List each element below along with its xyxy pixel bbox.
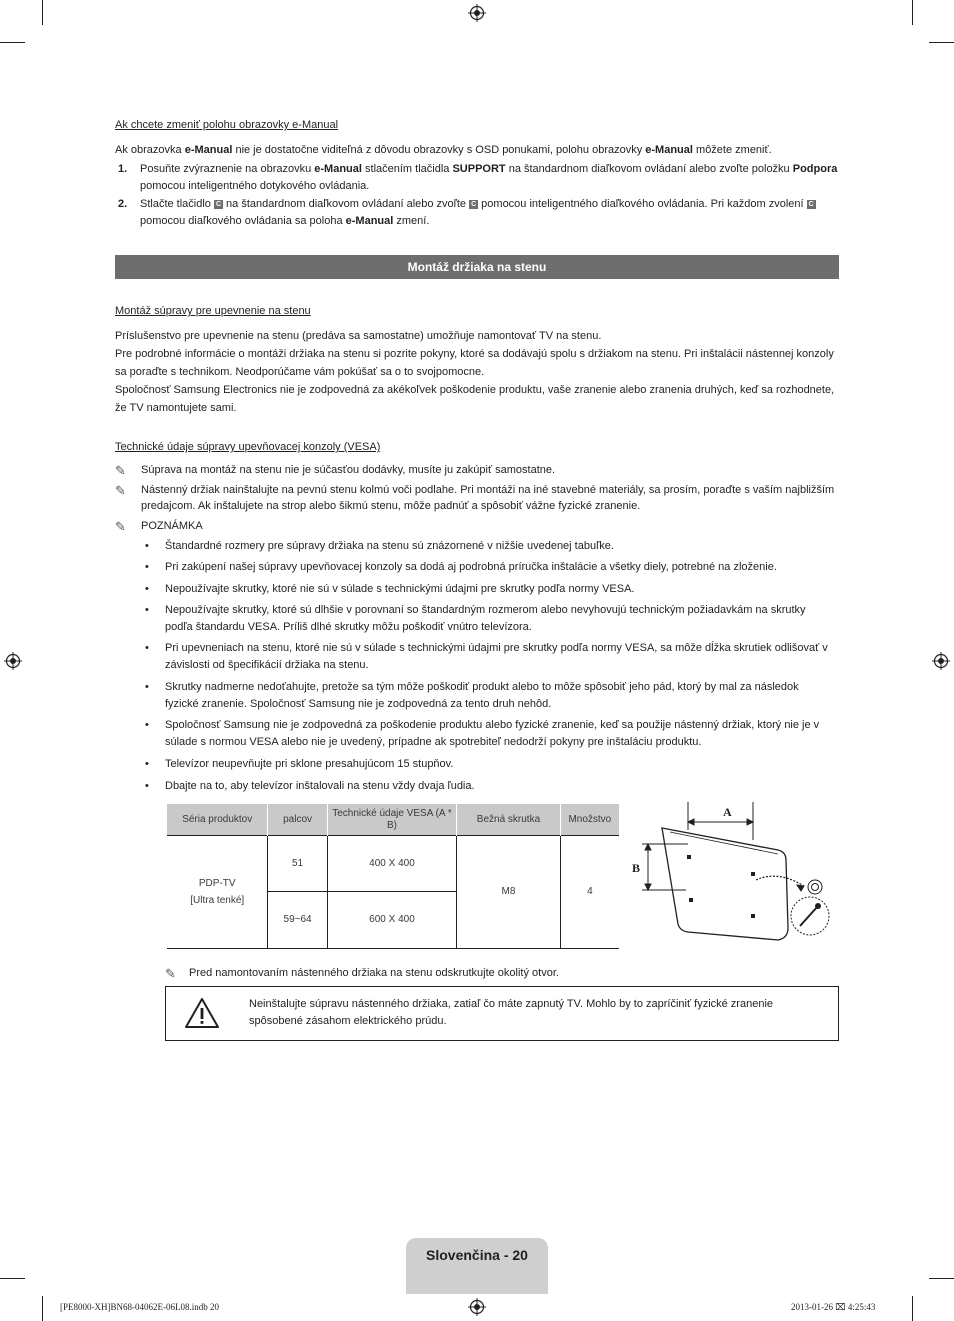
step-text: Stlačte tlačidlo C na štandardnom diaľkovom ovládaní alebo zvoľte C pomocou inteligentného diaľkového ovládania. Pri každom zvolení C pomocou diaľkového ovládania sa poloha e-Manual zmení. <box>140 198 814 227</box>
note-pencil-icon: ✎ <box>165 966 176 981</box>
registration-mark-icon <box>468 1298 486 1316</box>
page-number-tab: Slovenčina - 20 <box>406 1238 548 1294</box>
warning-text: Neinštalujte súpravu nástenného držiaka, zatiaľ čo máte zapnutý TV. Mohlo by to zapríčiniť fyzické zranenie spôsobené zásahom elektrického prúdu. <box>249 998 774 1027</box>
warning-box <box>165 986 839 1041</box>
crop-mark <box>912 1296 913 1321</box>
c-button-icon: C <box>808 200 814 208</box>
paragraph: Príslušenstvo pre upevnenie na stenu (predáva sa samostatne) umožňuje namontovať TV na stenu. <box>115 330 602 342</box>
emanual-intro: Ak obrazovka e-Manual nie je dostatočne viditeľná z dôvodu obrazovky s OSD ponukami, polohu obrazovky e-Manual môžete zmeniť. <box>115 144 772 156</box>
bullet-icon: • <box>145 780 149 792</box>
note-pencil-icon: ✎ <box>115 519 126 534</box>
step-number: 1. <box>118 163 128 175</box>
screw-detail-icon <box>791 880 829 935</box>
bullet-icon: • <box>145 758 149 770</box>
quantity-cell: 4 <box>560 836 619 949</box>
screw-hole <box>751 914 755 918</box>
table-header-cell: Technické údaje VESA (A * B) <box>327 804 457 836</box>
paragraph: Pre podrobné informácie o montáži držiaka na stenu si pozrite pokyny, ktoré sa dodávajú spolu s držiakom na stenu. Pri inštalácii nástennej konzoly sa poraďte s technikom. Neodporúčame vám pokúšať sa o to svojpomocne. <box>115 348 834 378</box>
warning-triangle-icon <box>184 997 220 1029</box>
bullet-icon: • <box>145 719 149 731</box>
tv-wall-mount-diagram <box>628 800 840 950</box>
inches-cell: 59~64 <box>268 892 327 949</box>
crop-mark <box>0 1278 25 1279</box>
print-slug-right: 2013-01-26 ⌧ 4:25:43 <box>791 1302 876 1312</box>
bullet-icon: • <box>145 642 149 654</box>
table-header-cell: Séria produktov <box>167 804 268 836</box>
product-series-cell: PDP-TV [Ultra tenké] <box>167 836 268 949</box>
bullet-icon: • <box>145 561 149 573</box>
bullet-icon: • <box>145 681 149 693</box>
crop-mark <box>929 1278 954 1279</box>
section-title-bar: Montáž držiaka na stenu <box>115 255 839 279</box>
table-header-cell: palcov <box>268 804 327 836</box>
registration-mark-icon <box>468 4 486 22</box>
vesa-cell: 600 X 400 <box>327 892 457 949</box>
bullet-icon: • <box>145 604 149 616</box>
note-pencil-icon: ✎ <box>115 463 126 478</box>
step-text: Posuňte zvýraznenie na obrazovku e-Manual stlačením tlačidla SUPPORT na štandardnom diaľkovom ovládaní alebo zvoľte položku Podpora pomocou inteligentného dotykového ovládania. <box>140 163 838 192</box>
note-pencil-icon: ✎ <box>115 483 126 498</box>
bullet-icon: • <box>145 583 149 595</box>
screw-hole <box>751 872 755 876</box>
crop-mark <box>929 42 954 43</box>
inches-cell: 51 <box>268 836 327 892</box>
label-a: A <box>723 805 732 819</box>
print-slug-left: [PE8000-XH]BN68-04062E-06L08.indb 20 <box>60 1302 219 1312</box>
tv-back-outline <box>662 828 788 940</box>
paragraph: Spoločnosť Samsung Electronics nie je zodpovedná za akékoľvek poškodenie produktu, vaše zranenie alebo zranenia druhých, keď sa rozhodnete, že TV namontujete sami. <box>115 384 835 414</box>
crop-mark <box>42 0 43 25</box>
screw-hole <box>689 898 693 902</box>
registration-mark-icon <box>932 652 950 670</box>
registration-mark-icon <box>4 652 22 670</box>
table-header-row <box>167 804 619 836</box>
c-button-icon: C <box>471 200 477 208</box>
screw-hole <box>687 855 691 859</box>
step-number: 2. <box>118 198 128 210</box>
table-row <box>167 836 619 892</box>
c-button-icon: C <box>215 200 222 208</box>
screw-cell: M8 <box>457 836 560 949</box>
crop-mark <box>912 0 913 25</box>
vesa-cell: 400 X 400 <box>327 836 457 892</box>
bullet-icon: • <box>145 540 149 552</box>
label-b: B <box>632 861 641 875</box>
emanual-position-heading: Ak chcete zmeniť polohu obrazovky e-Manual <box>115 119 339 131</box>
crop-mark <box>42 1296 43 1321</box>
wall-mount-kit-heading: Montáž súpravy pre upevnenie na stenu <box>115 305 311 317</box>
crop-mark <box>0 42 25 43</box>
table-header-cell: Množstvo <box>560 804 619 836</box>
vesa-specs-heading: Technické údaje súpravy upevňovacej konzoly (VESA) <box>115 441 381 453</box>
vesa-spec-table <box>167 804 619 949</box>
table-header-cell: Bežná skrutka <box>457 804 560 836</box>
